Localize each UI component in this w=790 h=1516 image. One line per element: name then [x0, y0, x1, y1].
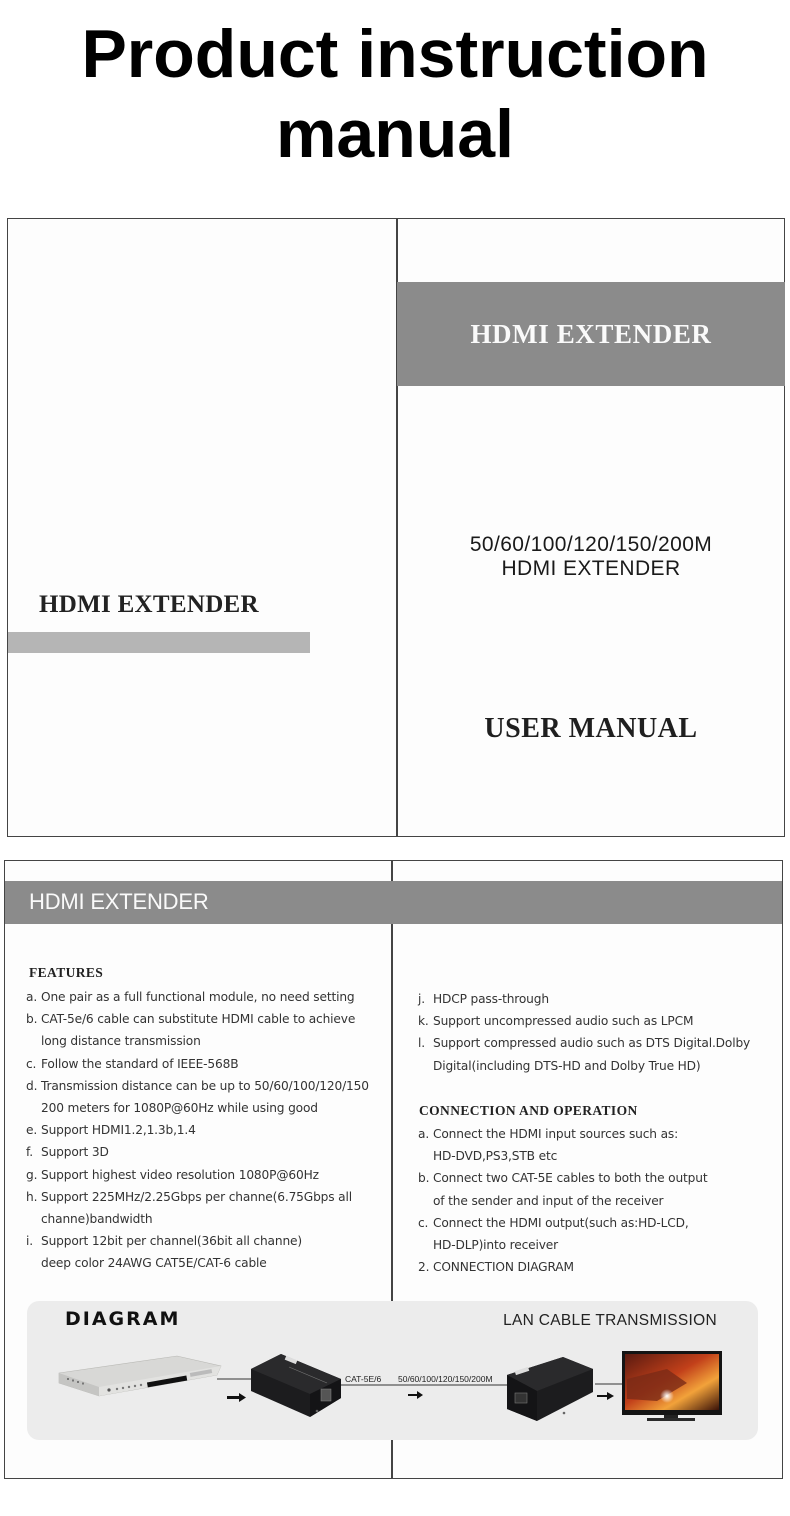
list-item-text: Support highest video resolution 1080P@60Hz	[41, 1167, 319, 1182]
front-cover-band	[397, 282, 785, 386]
list-item-text: HDCP pass-through	[433, 992, 549, 1006]
list-item	[26, 1008, 369, 1052]
inner-band-title: HDMI EXTENDER	[29, 889, 209, 914]
list-item	[26, 1186, 369, 1230]
front-cover-subtitle-line-1: 50/60/100/120/150/200M	[469, 533, 713, 556]
list-item-marker: f.	[26, 1145, 33, 1160]
list-item-marker: b.	[26, 1012, 38, 1027]
cable-type-label: CAT-5E/6	[345, 1374, 382, 1384]
list-item	[26, 1164, 369, 1186]
list-item-marker: d.	[26, 1078, 38, 1093]
list-item-text: Support 225MHz/2.25Gbps per channe(6.75Gbps all	[41, 1189, 352, 1204]
inner-band	[5, 881, 782, 924]
list-item	[26, 1119, 369, 1141]
list-item-marker: h.	[26, 1189, 38, 1204]
list-item-text: Support compressed audio such as DTS Digital.Dolby	[433, 1036, 751, 1051]
list-item	[418, 1212, 707, 1256]
page-title-line-1: Product instruction	[81, 16, 709, 92]
list-item-text: Connect two CAT-5E cables to both the output	[433, 1171, 708, 1186]
list-item-continuation: deep color 24AWG CAT5E/CAT-6 cable	[41, 1256, 267, 1271]
list-item-marker: c.	[26, 1056, 37, 1071]
front-cover-manual-label: USER MANUAL	[484, 713, 698, 744]
list-item	[418, 988, 750, 1010]
diagram-subtitle: LAN CABLE TRANSMISSION	[503, 1312, 717, 1329]
front-cover-subtitle-line-2: HDMI EXTENDER	[501, 557, 681, 580]
features-list-continued	[418, 988, 750, 1077]
list-item	[418, 1123, 707, 1167]
list-item-continuation: HD-DVD,PS3,STB etc	[433, 1149, 558, 1164]
list-item-marker: 2.	[418, 1260, 430, 1275]
list-item-continuation: Digital(including DTS-HD and Dolby True HD)	[433, 1058, 701, 1073]
diagram-title: DIAGRAM	[65, 1308, 181, 1330]
list-item-marker: i.	[26, 1234, 33, 1249]
inner-spread	[4, 860, 783, 1479]
diagram-illustration	[27, 1301, 758, 1440]
front-cover-band-title: HDMI EXTENDER	[470, 318, 712, 349]
list-item-continuation: of the sender and input of the receiver	[433, 1193, 664, 1208]
arrow-icon	[408, 1391, 423, 1399]
list-item-text: CONNECTION DIAGRAM	[433, 1260, 574, 1275]
list-item	[418, 1010, 750, 1032]
list-item-text: CAT-5e/6 cable can substitute HDMI cable to achieve	[41, 1012, 356, 1027]
list-item-marker: k.	[418, 1014, 429, 1029]
list-item	[26, 1075, 369, 1119]
list-item-text: Connect the HDMI output(such as:HD-LCD,	[433, 1215, 689, 1230]
back-cover-accent-bar	[8, 632, 310, 653]
cover-spread	[7, 218, 785, 837]
list-item-text: Support 3D	[41, 1145, 109, 1160]
list-item-continuation: HD-DLP)into receiver	[433, 1238, 558, 1253]
list-item	[418, 1032, 750, 1076]
arrow-icon	[597, 1392, 614, 1400]
back-cover-title: HDMI EXTENDER	[39, 591, 259, 618]
page-title-line-2: manual	[275, 96, 515, 172]
list-item-continuation: channe)bandwidth	[41, 1212, 153, 1227]
hdmi-receiver-icon	[507, 1357, 593, 1421]
features-heading: FEATURES	[29, 965, 104, 980]
list-item-marker: g.	[26, 1167, 38, 1182]
list-item-continuation: 200 meters for 1080P@60Hz while using good	[41, 1101, 318, 1116]
front-cover-subtitle	[397, 533, 785, 581]
list-item	[418, 1167, 707, 1211]
list-item	[26, 1141, 369, 1163]
arrow-icon	[227, 1393, 246, 1402]
connection-list	[418, 1123, 707, 1278]
list-item	[26, 986, 369, 1008]
list-item-text: Transmission distance can be up to 50/60/100/120/150	[41, 1078, 369, 1093]
features-list	[26, 986, 369, 1275]
list-item-marker: l.	[418, 1036, 425, 1051]
list-item-marker: b.	[418, 1171, 430, 1186]
dvd-player-icon	[59, 1356, 221, 1396]
distance-label: 50/60/100/120/150/200M	[398, 1374, 493, 1384]
connection-diagram	[27, 1301, 758, 1440]
list-item-text: Connect the HDMI input sources such as:	[433, 1127, 679, 1141]
list-item-text: Support uncompressed audio such as LPCM	[433, 1014, 694, 1029]
connection-heading: CONNECTION AND OPERATION	[419, 1103, 638, 1118]
page-title	[0, 14, 790, 174]
list-item-marker: j.	[418, 992, 425, 1006]
hdmi-transmitter-icon	[251, 1354, 341, 1417]
list-item	[26, 1230, 369, 1274]
list-item-text: Support HDMI1.2,1.3b,1.4	[41, 1123, 196, 1138]
tv-display-icon	[622, 1351, 722, 1421]
list-item-text: Support 12bit per channel(36bit all channe)	[41, 1234, 302, 1249]
list-item	[26, 1053, 369, 1075]
list-item-text: Follow the standard of IEEE-568B	[41, 1056, 239, 1071]
list-item-marker: a.	[26, 990, 38, 1004]
list-item-marker: a.	[418, 1127, 430, 1141]
list-item-text: One pair as a full functional module, no need setting	[41, 990, 355, 1004]
list-item	[418, 1256, 707, 1278]
list-item-marker: c.	[418, 1215, 429, 1230]
list-item-continuation: long distance transmission	[41, 1034, 201, 1049]
list-item-marker: e.	[26, 1123, 38, 1138]
